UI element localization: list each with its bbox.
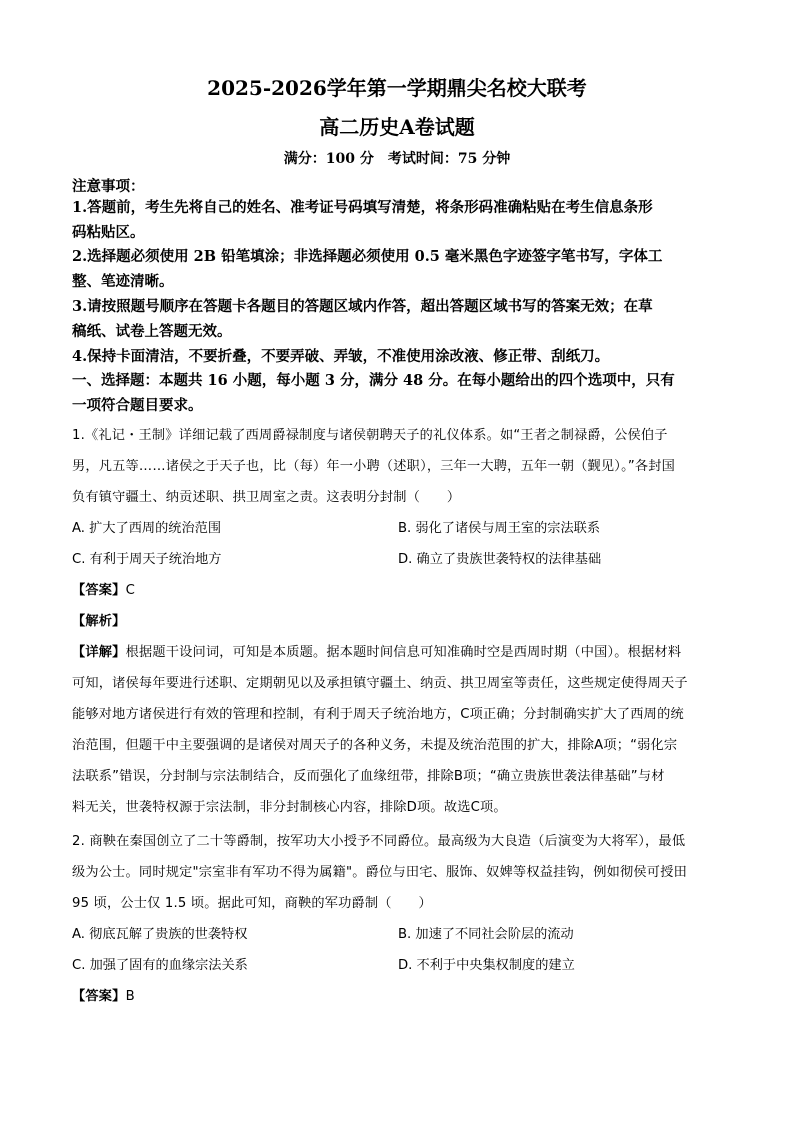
q1-detail bbox=[72, 641, 722, 660]
q2-option-a: A. 彻底瓦解了贵族的世袭特权 bbox=[72, 927, 248, 942]
notes-line: 1.答题前，考生先将自己的姓名、准考证号码填写清楚，将条形码准确粘贴在考生信息条形 bbox=[72, 199, 653, 216]
analysis-tag: 【解析】 bbox=[72, 614, 126, 629]
detail-text: 根据题干设问词，可知是本质题。据本题时间信息可知准确时空是西周时期（中国）。根据材料 bbox=[125, 645, 682, 660]
section-heading: 一、选择题：本题共 16 小题，每小题 3 分，满分 48 分。在每小题给出的四个选项中，只有 bbox=[72, 372, 675, 389]
q1-detail-line: 法联系”错误，分封制与宗法制结合，反而强化了血缘纽带，排除B项；“确立贵族世袭法律基础”与材 bbox=[72, 769, 665, 784]
section-heading: 一项符合题目要求。 bbox=[72, 397, 203, 414]
notes-line: 码粘贴区。 bbox=[72, 224, 145, 241]
q2-stem: 95 顷，公士仅 1.5 顷。据此可知，商鞅的军功爵制（ ） bbox=[72, 896, 432, 911]
notes-line: 4.保持卡面清洁，不要折叠，不要弄破、弄皱，不准使用涂改液、修正带、刮纸刀。 bbox=[72, 348, 610, 365]
q1-stem: 男，凡五等……诸侯之于天子也，比（每）年一小聘（述职），三年一大聘，五年一朝（觐见）。”各封国 bbox=[72, 459, 676, 474]
exam-title: 2025-2026学年第一学期鼎尖名校大联考 bbox=[207, 76, 587, 100]
q1-detail-line: 可知，诸侯每年要进行述职、定期朝见以及承担镇守疆土、纳贡、拱卫周室等责任，这些规定使得周天子 bbox=[72, 676, 688, 691]
answer-tag: 【答案】 bbox=[72, 583, 126, 598]
notes-line: 稿纸、试卷上答题无效。 bbox=[72, 323, 232, 340]
q1-stem: 1.《礼记・王制》详细记载了西周爵禄制度与诸侯朝聘天子的礼仪体系。如“王者之制禄爵，公侯伯子 bbox=[72, 428, 668, 443]
q2-stem: 2. 商鞅在秦国创立了二十等爵制，按军功大小授予不同爵位。最高级为大良造（后演变为大将军），最低 bbox=[72, 834, 686, 849]
q2-answer bbox=[72, 985, 722, 1004]
q1-option-d: D. 确立了贵族世袭特权的法律基础 bbox=[398, 552, 602, 567]
notes-heading: 注意事项： bbox=[72, 178, 145, 195]
detail-tag: 【详解】 bbox=[72, 645, 126, 660]
q1-detail-line: 料无关，世袭特权源于宗法制，非分封制核心内容，排除D项。故选C项。 bbox=[72, 800, 507, 815]
notes-line: 3.请按照题号顺序在答题卡各题目的答题区域内作答，超出答题区域书写的答案无效；在草 bbox=[72, 298, 653, 315]
score-time: 满分：100 分 考试时间：75 分钟 bbox=[283, 151, 511, 167]
answer-tag: 【答案】 bbox=[72, 989, 126, 1004]
q1-option-c: C. 有利于周天子统治地方 bbox=[72, 552, 222, 567]
q1-detail-line: 治范围，但题干中主要强调的是诸侯对周天子的各种义务，未提及统治范围的扩大，排除A项；“弱化宗 bbox=[72, 738, 678, 753]
q1-answer bbox=[72, 579, 722, 598]
answer-value: B bbox=[125, 989, 135, 1004]
q1-option-b: B. 弱化了诸侯与周王室的宗法联系 bbox=[398, 521, 601, 536]
q1-detail-line: 能够对地方诸侯进行有效的管理和控制，有利于周天子统治地方，C项正确；分封制确实扩大了西周的统 bbox=[72, 707, 684, 722]
notes-line: 2.选择题必须使用 2B 铅笔填涂；非选择题必须使用 0.5 毫米黑色字迹签字笔书写，字体工 bbox=[72, 248, 663, 265]
notes-line: 整、笔迹清晰。 bbox=[72, 273, 174, 290]
q2-stem: 级为公士。同时规定"宗室非有军功不得为属籍"。爵位与田宅、服饰、奴婢等权益挂钩，例如彻侯可授田 bbox=[72, 865, 687, 880]
q1-option-a: A. 扩大了西周的统治范围 bbox=[72, 521, 222, 536]
q2-option-c: C. 加强了固有的血缘宗法关系 bbox=[72, 958, 248, 973]
q2-option-d: D. 不利于中央集权制度的建立 bbox=[398, 958, 575, 973]
q1-stem: 负有镇守疆土、纳贡述职、拱卫周室之责。这表明分封制（ ） bbox=[72, 490, 461, 505]
q1-analysis-tag bbox=[72, 610, 722, 629]
answer-value: C bbox=[125, 583, 135, 598]
exam-subtitle: 高二历史A卷试题 bbox=[319, 115, 475, 139]
q2-option-b: B. 加速了不同社会阶层的流动 bbox=[398, 927, 574, 942]
